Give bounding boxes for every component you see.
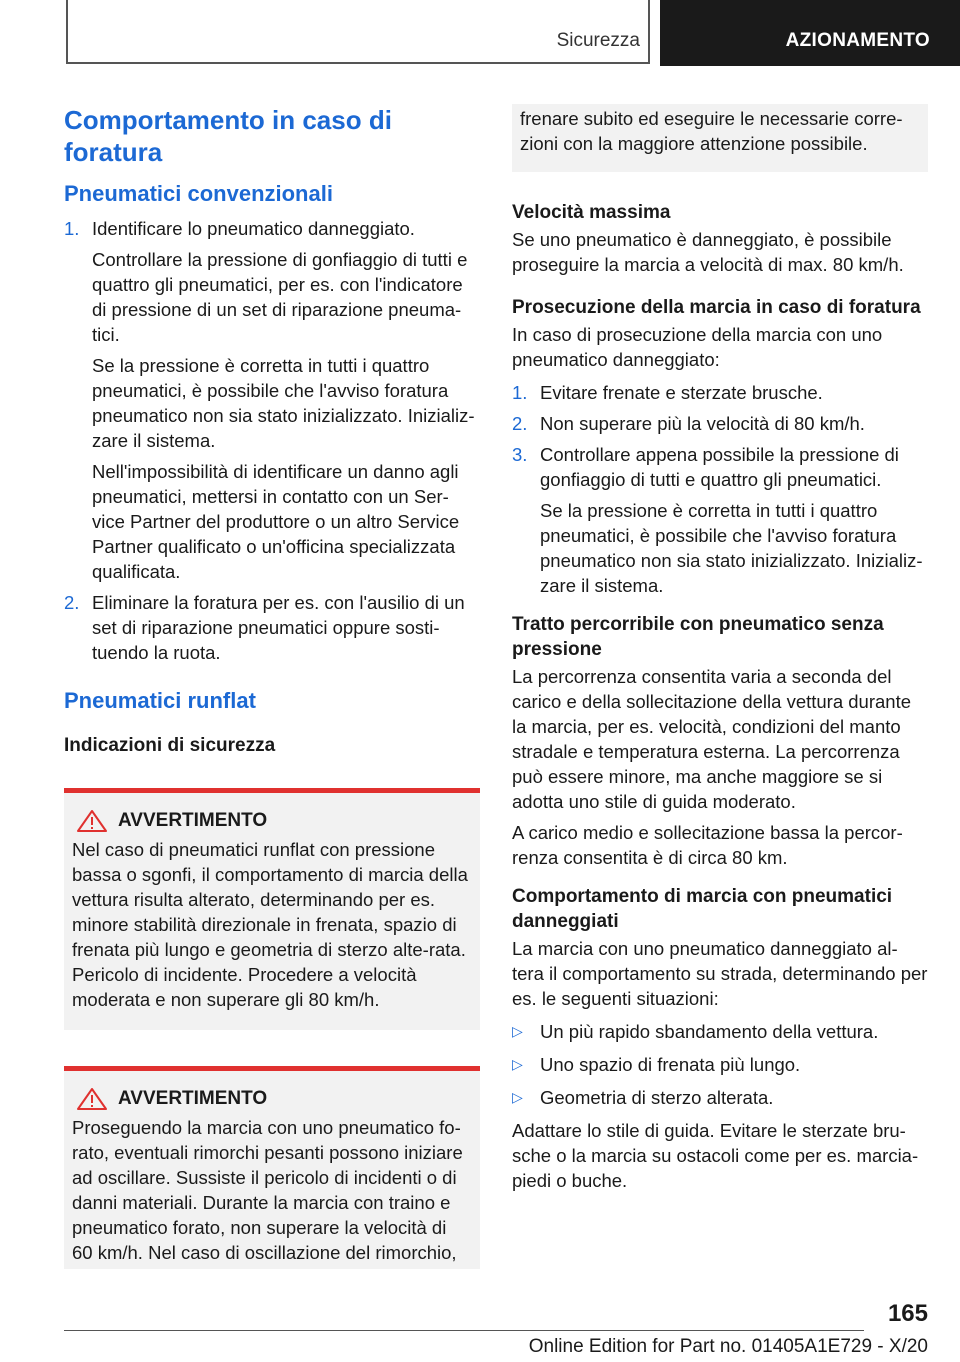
- step-number: 3.: [512, 444, 528, 465]
- step-text: Se la pressione è corretta in tutti i quattro pneumatici, è possibile che l'avviso foratura pneumatico non sia stato inizializzato. Inizializ‐zare il sistema.: [92, 355, 475, 451]
- bullet-text: Uno spazio di frenata più lungo.: [540, 1054, 801, 1075]
- runflat-heading: Pneumatici runflat: [64, 688, 256, 713]
- header-rule-bottom: [66, 62, 650, 64]
- list-item: [64, 216, 480, 584]
- list-item: [512, 442, 928, 598]
- step-text: Controllare appena possibile la pressione di gonfiaggio di tutti e quattro gli pneumatici.: [540, 444, 899, 490]
- list-item: [512, 411, 928, 436]
- section-text: Adattare lo stile di guida. Evitare le sterzate bru‐sche o la marcia su ostacoli come per es. marcia‐piedi o buche.: [512, 1120, 919, 1191]
- warning-title: AVVERTIMENTO: [118, 810, 268, 831]
- header-rule-right: [648, 0, 650, 64]
- step-text: Se la pressione è corretta in tutti i quattro pneumatici, è possibile che l'avviso foratura pneumatico non sia stato inizializzato. Inizializ‐zare il sistema.: [540, 500, 923, 596]
- continue-steps: [512, 380, 928, 598]
- warning-box: [64, 788, 480, 1030]
- step-number: 2.: [64, 592, 80, 613]
- warning-title: AVVERTIMENTO: [118, 1088, 268, 1109]
- footer-rule: [64, 1330, 864, 1331]
- warning-continuation: [512, 104, 928, 172]
- step-text: Nell'impossibilità di identificare un danno agli pneumatici, mettersi in contatto con un Ser‐vice Partner del produttore o un altro Service Partner qualificato o un'officina specializzata qualificata.: [92, 461, 460, 582]
- section-text: La percorrenza consentita varia a seconda del carico e della sollecitazione della vettura durante la marcia, per es. velocità, condizioni del manto stradale e temperatura esterna. La percorrenza può essere minore, ma anche maggiore se si adotta uno stile di guida moderato.: [512, 666, 912, 812]
- step-text: Controllare la pressione di gonfiaggio di tutti e quattro gli pneumatici, per es. con l'indicatore di pressione di un set di riparazione pneuma‐tici.: [92, 249, 468, 345]
- section-text: Se uno pneumatico è danneggiato, è possibile proseguire la marcia a velocità di max. 80 km/h.: [512, 229, 904, 275]
- list-item: [512, 1019, 928, 1044]
- list-item: [512, 1085, 928, 1110]
- warning-triangle-icon: [76, 809, 108, 833]
- section-text: In caso di prosecuzione della marcia con uno pneumatico danneggiato:: [512, 324, 883, 370]
- step-number: 1.: [512, 382, 528, 403]
- step-text: Evitare frenate e sterzate brusche.: [540, 382, 823, 403]
- max-speed-section: [512, 200, 928, 277]
- step-text: Non superare più la velocità di 80 km/h.: [540, 413, 865, 434]
- footer-edition: Online Edition for Part no. 01405A1E729 - X/20: [528, 1336, 928, 1357]
- warning-text: frenare subito ed eseguire le necessarie corre‐zioni con la maggiore attenzione possibile.: [520, 108, 903, 154]
- bullet-text: Geometria di sterzo alterata.: [540, 1087, 774, 1108]
- triangle-bullet-icon: ▷: [512, 1056, 523, 1072]
- step-number: 1.: [64, 218, 80, 239]
- section-heading: Prosecuzione della marcia in caso di foratura: [512, 297, 921, 318]
- section-heading: Tratto percorribile con pneumatico senza pressione: [512, 614, 884, 660]
- list-item: [512, 1052, 928, 1077]
- right-column: [512, 100, 928, 1193]
- list-item: [64, 590, 480, 665]
- header-chapter-label: AZIONAMENTO: [785, 30, 930, 51]
- warning-text: Nel caso di pneumatici runflat con pressione bassa o sgonfi, il comportamento di marcia della vettura risulta alterato, determinando per es. minore stabilità direzionale in frenata, spazio di frenata più lungo e geometria di sterzo alte‐rata. Pericolo di incidente. Procedere a velocità moderata e non superare gli 80 km/h.: [72, 839, 468, 1010]
- triangle-bullet-icon: ▷: [512, 1023, 523, 1039]
- triangle-bullet-icon: ▷: [512, 1089, 523, 1105]
- conventional-steps: [64, 216, 480, 665]
- section-text: A carico medio e sollecitazione bassa la percor‐renza consentita è di circa 80 km.: [512, 822, 903, 868]
- header-section-label: Sicurezza: [556, 30, 640, 51]
- header-rule-left: [66, 0, 68, 64]
- bullet-text: Un più rapido sbandamento della vettura.: [540, 1021, 879, 1042]
- step-text: Identificare lo pneumatico danneggiato.: [92, 218, 415, 239]
- section-heading: Comportamento di marcia con pneumatici danneggiati: [512, 886, 893, 932]
- page-number: 165: [887, 1300, 928, 1327]
- warning-triangle-icon: [76, 1087, 108, 1111]
- distance-section: [512, 612, 928, 870]
- warning-text: Proseguendo la marcia con uno pneumatico fo‐rato, eventuali rimorchi pesanti possono iniziare ad oscillare. Sussiste il pericolo di incidenti o di danni materiali. Durante la marcia con traino e pneumatico forato, non superare la velocità di 60 km/h. Nel caso di oscillazione del rimorchio,: [72, 1117, 463, 1263]
- behavior-bullets: [512, 1019, 928, 1110]
- step-text: Eliminare la foratura per es. con l'ausilio di un set di riparazione pneumatici oppure sosti‐tuendo la ruota.: [92, 592, 465, 663]
- warning-box: [64, 1066, 480, 1269]
- section-text: La marcia con uno pneumatico danneggiato al‐tera il comportamento su strada, determinando per es. le seguenti situazioni:: [512, 938, 928, 1009]
- conventional-heading: Pneumatici convenzionali: [64, 181, 333, 206]
- safety-subheading: Indicazioni di sicurezza: [64, 735, 276, 756]
- page-title: Comportamento in caso di foratura: [64, 105, 392, 167]
- continue-driving-section: [512, 295, 928, 598]
- left-column: [64, 100, 480, 1269]
- behavior-section: [512, 884, 928, 1193]
- step-number: 2.: [512, 413, 528, 434]
- list-item: [512, 380, 928, 405]
- section-heading: Velocità massima: [512, 202, 671, 223]
